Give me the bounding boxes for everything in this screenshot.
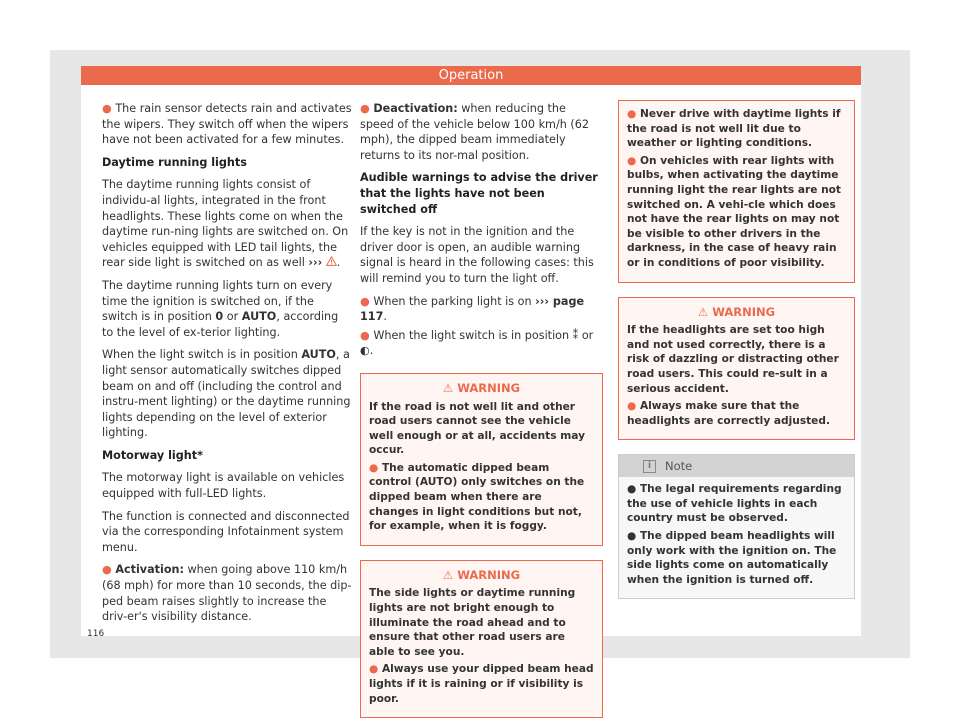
warning-triangle-icon: ⚠ — [442, 567, 454, 582]
bullet-icon: ● — [369, 663, 379, 676]
paragraph-audible: If the key is not in the ignition and the driver door is open, an audible warning signal is heard in the following cases: this will remind you to turn the light off. — [360, 225, 594, 285]
warning-list-item: ● Never drive with daytime lights if the road is not well lit due to weather or lighting conditions. — [627, 108, 841, 150]
list-item-deactivation: ● Deactivation: when reducing the speed of the vehicle below 100 km/h (62 mph), the dipped beam immediately returns to its nor-mal position. — [360, 102, 589, 162]
page-reference-link[interactable]: ››› page 117 — [360, 294, 585, 324]
symbol-auto: AUTO — [301, 348, 336, 362]
warning-list-item: ● The automatic dipped beam control (AUTO) only switches on the dipped beam when there are changes in light conditions but not, for example, when it is foggy. — [369, 461, 585, 533]
paragraph-motorway-2: The function is connected and disconnected via the corresponding Infotainment system menu. — [102, 509, 350, 554]
paragraph-daytime-2: The daytime running lights turn on every time the ignition is switched on, if the switch is in position 0 or AUTO, according to the level of ex-terior lighting. — [102, 278, 339, 339]
symbol-auto: AUTO — [241, 310, 277, 324]
symbol-zero: 0 — [215, 310, 224, 324]
heading-audible-warnings: Audible warnings to advise the driver that the lights have not been switched off — [360, 171, 598, 216]
bullet-icon: ● — [627, 108, 637, 120]
note-header: i Note — [619, 455, 854, 477]
bullet-icon: ● — [627, 400, 637, 413]
warning-triangle-icon: ⚠ — [697, 304, 709, 319]
note-list-item: ● The legal requirements regarding the use of vehicle lights in each country must be observed. — [627, 483, 842, 525]
page-number: 116 — [87, 629, 105, 639]
bullet-icon: ● — [369, 461, 379, 474]
warning-box-side-lights — [360, 560, 603, 718]
note-list-item: ● The dipped beam headlights will only work with the ignition on. The side lights come on automatically when the ignition is turned off. — [627, 530, 837, 586]
paragraph-daytime-3: When the light switch is in position AUTO, a light sensor automatically switches dipped beam on and off (including the control and instru-ment lighting) or the daytime running lights depending on the level of exterior lighting. — [102, 348, 351, 440]
bullet-icon: ● — [360, 328, 370, 342]
info-icon: i — [643, 460, 656, 473]
bullet-icon: ● — [102, 563, 112, 577]
bullet-icon: ● — [627, 154, 637, 167]
warning-list-item: ● On vehicles with rear lights with bulbs, when activating the daytime running light the rear lights are not switched on. A vehi-cle which does not have the rear lights on may not be visible to other drivers in the darkness, in the case of heavy rain or in conditions of poor visibility. — [627, 154, 841, 269]
warning-text: The side lights or daytime running lights are not bright enough to illuminate the road ahead and to ensure that other road users are able to see you. — [369, 587, 576, 658]
warning-triangle-icon: ⚠ — [442, 380, 454, 395]
warning-list-item: ● Always make sure that the headlights are correctly adjusted. — [627, 400, 830, 427]
paragraph-motorway-1: The motorway light is available on vehicles equipped with full-LED lights. — [102, 471, 345, 501]
warning-box-continued — [618, 100, 855, 283]
bullet-icon: ● — [360, 294, 370, 308]
warning-text: If the road is not well lit and other road users cannot see the vehicle well enough or at all, accidents may occur. — [369, 400, 585, 457]
parking-light-icon: ◐ — [360, 344, 370, 358]
paragraph-rain-sensor: ● The rain sensor detects rain and activates the wipers. They switch off when the wipers have not been activated for a few minutes. — [102, 102, 352, 147]
column-2 — [360, 101, 603, 718]
bullet-icon: ● — [627, 530, 637, 543]
side-light-icon: ⁑ — [572, 328, 579, 342]
warning-header: ⚠ WARNING — [697, 304, 776, 319]
warning-list-item: ● Always use your dipped beam head lights if it is raining or if visibility is poor. — [369, 663, 594, 705]
note-box — [618, 454, 855, 599]
column-1 — [102, 101, 352, 632]
warning-triangle-icon — [326, 255, 337, 271]
section-header: Operation — [81, 66, 861, 85]
list-item-light-switch: ● When the light switch is in position ⁑ or ◐. — [360, 328, 594, 358]
list-item-activation: ● Activation: when going above 110 km/h (68 mph) for more than 10 seconds, the dip-ped beam raises slightly to increase the driv-er's visibility distance. — [102, 563, 352, 624]
warning-header: ⚠ WARNING — [442, 567, 521, 582]
heading-motorway-light: Motorway light* — [102, 448, 203, 462]
heading-daytime-lights: Daytime running lights — [102, 155, 247, 169]
warning-text: If the headlights are set too high and not used correctly, there is a risk of dazzling or distracting other road users. This could re-sult in a serious accident. — [627, 324, 839, 395]
warning-header: ⚠ WARNING — [442, 380, 521, 395]
warning-box-road-lighting — [360, 373, 603, 546]
list-item-parking-light: ● When the parking light is on ››› page 117. — [360, 294, 585, 324]
symbol-auto: AUTO — [419, 476, 453, 489]
bullet-icon: ● — [102, 102, 112, 115]
paragraph-daytime-1: The daytime running lights consist of individu-al lights, integrated in the front headlights. These lights come on when the daytime run-ning lights are switched on. On vehicles equipped with LED tail lights, the rear side light is switched on as well ››› . — [102, 178, 349, 270]
warning-box-headlight-adjust — [618, 297, 855, 441]
bullet-icon: ● — [627, 483, 637, 496]
manual-page — [81, 66, 861, 705]
bullet-icon: ● — [360, 102, 370, 115]
column-3 — [618, 101, 855, 599]
